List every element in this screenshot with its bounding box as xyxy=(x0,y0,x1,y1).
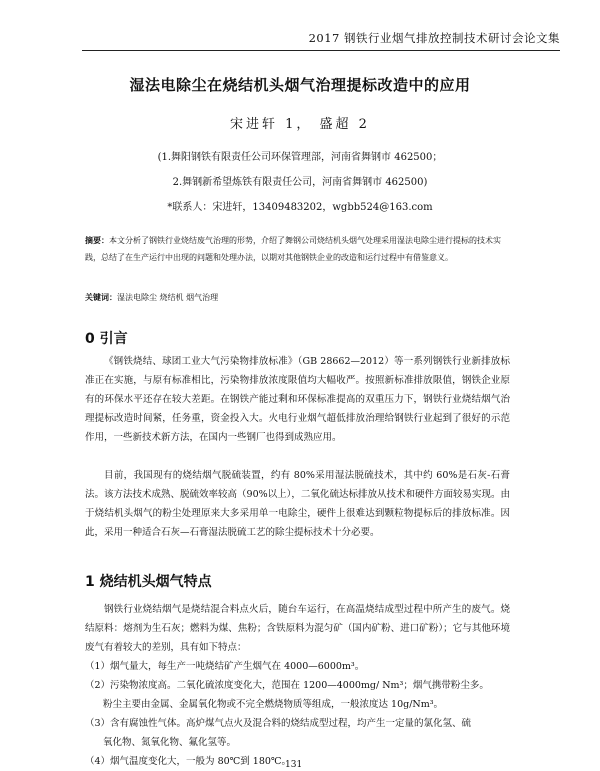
section-heading-intro: 0 引言 xyxy=(85,331,128,347)
affiliation-1: (1.舞阳钢铁有限责任公司环保管理部，河南省舞钢市 462500； xyxy=(157,152,443,163)
keywords xyxy=(85,289,510,306)
list-item: 氧化物、氮氧化物、氟化氢等。 xyxy=(103,737,237,748)
page-number: 131 xyxy=(285,760,303,770)
list-item: （1）烟气量大，每生产一吨烧结矿产生烟气在 4000—6000m³。 xyxy=(85,661,365,672)
keywords-text: 湿法电除尘 烧结机 烟气治理 xyxy=(117,293,219,302)
running-header: 2017 钢铁行业烟气排放控制技术研讨会论文集 xyxy=(308,31,560,45)
intro-paragraph-1: 《钢铁烧结、球团工业大气污染物排放标准》（GB 28662—2012）等一系列钢铁行业新排放标准正在实施，与原有标准相比，污染物排放浓度限值均大幅收严。按照新标准排放限值，钢铁企业原有的环保水平还存在较大差距。在钢铁产能过剩和环保标准提高的双重压力下，钢铁行业烧结烟气治理提标改造时间紧，任务重，资金投入大。火电行业烟气超低排放治理给钢铁行业起到了很好的示范作用，一些新技术新方法，在国内一些钢厂也得到成熟应用。 xyxy=(85,356,510,443)
section1-paragraph: 钢铁行业烧结烟气是烧结混合料点火后，随台车运行，在高温烧结成型过程中所产生的废气。烧结原料：熔剂为生石灰；燃料为煤、焦粉；含铁原料为混匀矿（国内矿粉、进口矿粉）；它与其他环境废气有着较大的差别，具有如下特点： xyxy=(85,604,510,653)
paper-title: 湿法电除尘在烧结机头烟气治理提标改造中的应用 xyxy=(129,76,471,94)
list-item: （3）含有腐蚀性气体。高炉煤气点火及混合料的烧结成型过程，均产生一定量的氯化氢、硫 xyxy=(85,718,472,729)
abstract-text: 本文分析了钢铁行业烧结废气治理的形势，介绍了舞钢公司烧结机头烟气处理采用湿法电除尘进行提标的技术实践，总结了在生产运行中出现的问题和处理办法，以期对其他钢铁企业的改造和运行过程中有借鉴意义。 xyxy=(85,236,501,262)
authors: 宋进轩 1， 盛超 2 xyxy=(230,117,370,132)
list-item: （2）污染物浓度高。二氧化硫浓度变化大，范围在 1200—4000mg/ Nm³；烟气携带粉尘多。 xyxy=(85,680,489,691)
header-rule xyxy=(82,50,560,51)
contact-author: *联系人：宋进轩，13409483202，wgbb524@163.com xyxy=(167,202,433,213)
abstract xyxy=(85,232,510,266)
section-heading-1: 1 烧结机头烟气特点 xyxy=(85,574,212,590)
list-item: （4）烟气温度变化大，一般为 80℃到 180℃。 xyxy=(85,756,292,767)
keywords-label: 关键词： xyxy=(85,292,117,302)
intro-paragraph-2: 目前，我国现有的烧结烟气脱硫装置，约有 80%采用湿法脱硫技术，其中约 60%是石灰-石膏法。该方法技术成熟、脱硫效率较高（90%以上），二氧化硫达标排放从技术和硬件方面较易实现。由于烧结机头烟气的粉尘处理原来大多采用单一电除尘，硬件上很难达到颗粒物提标后的排放标准。因此，采用一种适合石灰—石膏湿法脱硫工艺的除尘提标技术十分必要。 xyxy=(85,470,510,538)
affiliation-2: 2.舞钢新希望炼铁有限责任公司，河南省舞钢市 462500) xyxy=(172,177,428,188)
abstract-label: 摘要： xyxy=(85,235,109,245)
list-item: 粉尘主要由金属、金属氧化物或不完全燃烧物质等组成，一般浓度达 10g/Nm³。 xyxy=(103,699,444,710)
